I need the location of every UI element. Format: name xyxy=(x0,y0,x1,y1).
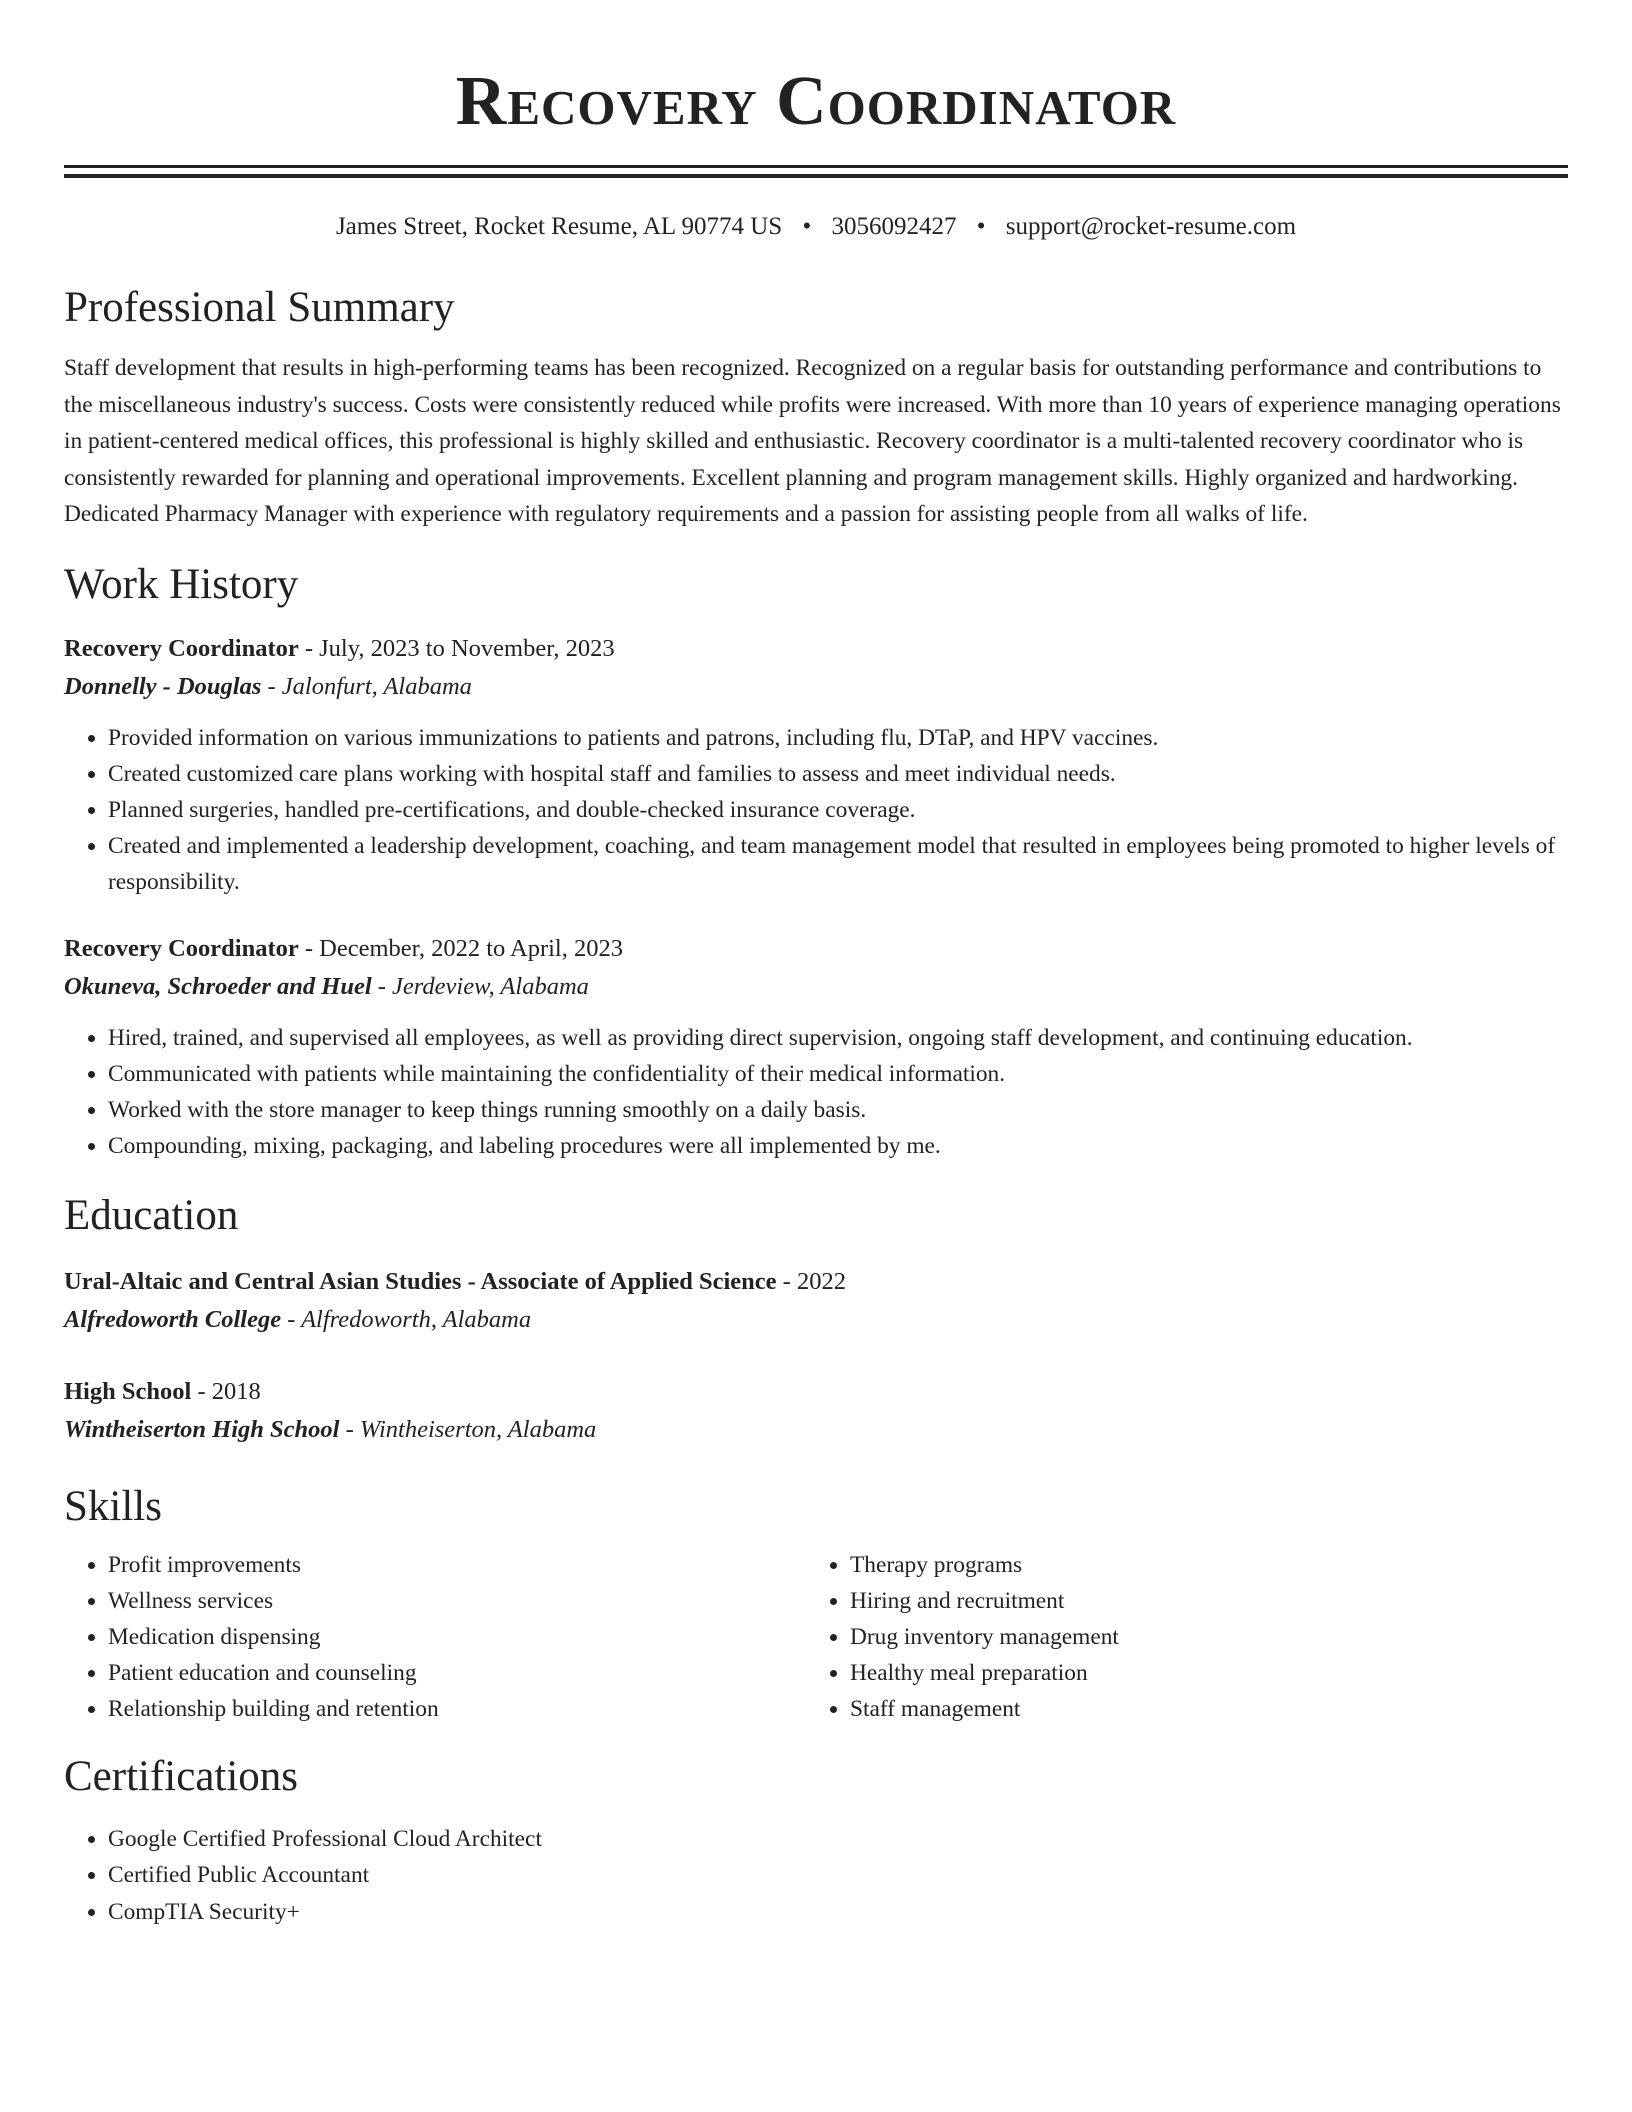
section-heading-skills: Skills xyxy=(64,1482,162,1530)
job-header xyxy=(64,630,1568,668)
education-header xyxy=(64,1263,1568,1301)
title-divider-bottom xyxy=(64,174,1568,178)
contact-separator: • xyxy=(802,213,812,240)
job-company-line xyxy=(64,668,1568,706)
summary-text: Staff development that results in high-performing teams has been recognized. Recognized on a regular basis for outstanding performance and contributions to the miscellaneous industry's success. Costs were consistently reduced while profits were increased. With more than 10 years of experience managing operations in patient-centered medical offices, this professional is highly skilled and enthusiastic. Recovery coordinator is a multi-talented recovery coordinator who is consistently rewarded for planning and operational improvements. Excellent planning and program management skills. Highly organized and hardworking. Dedicated Pharmacy Manager with experience with regulatory requirements and a passion for assisting people from all walks of life. xyxy=(64,355,1561,527)
job-company-line xyxy=(64,968,1568,1006)
skills-list-left xyxy=(64,1547,806,1727)
resume-page xyxy=(64,0,1568,1930)
job-company: Okuneva, Schroeder and Huel xyxy=(64,972,372,1000)
resume-title: Recovery Coordinator xyxy=(455,63,1177,140)
education-entry xyxy=(64,1263,1568,1339)
job-duties-list xyxy=(64,720,1568,900)
skill-item: • Staff management xyxy=(850,1691,1540,1727)
job-duty: • Hired, trained, and supervised all employees, as well as providing direct supervision, ongoing staff development, and continuing education. xyxy=(108,1020,1568,1056)
skill-item: • Patient education and counseling xyxy=(108,1655,806,1691)
job-duty: • Compounding, mixing, packaging, and labeling procedures were all implemented by me. xyxy=(108,1128,1568,1164)
education-location: - Wintheiserton, Alabama xyxy=(339,1415,597,1443)
education-school: Alfredoworth College xyxy=(64,1305,282,1333)
section-heading-education: Education xyxy=(64,1191,239,1239)
contact-phone: 3056092427 xyxy=(831,213,957,240)
education-degree: Ural-Altaic and Central Asian Studies - Associate of Applied Science xyxy=(64,1267,777,1295)
job-location: - Jerdeview, Alabama xyxy=(371,972,589,1000)
job-company: Donnelly - Douglas xyxy=(64,672,262,700)
job-location: - Jalonfurt, Alabama xyxy=(261,672,472,700)
job-entry xyxy=(64,630,1568,900)
contact-email: support@rocket-resume.com xyxy=(1005,213,1297,240)
skill-item: • Profit improvements xyxy=(108,1547,806,1583)
job-duties-list xyxy=(64,1020,1568,1164)
section-heading-work-history: Work History xyxy=(64,560,299,608)
job-dates: - December, 2022 to April, 2023 xyxy=(298,934,623,962)
job-entry xyxy=(64,930,1568,1164)
skill-item: • Relationship building and retention xyxy=(108,1691,806,1727)
job-duty: • Created customized care plans working with hospital staff and families to assess and meet individual needs. xyxy=(108,756,1568,792)
education-entry xyxy=(64,1373,1568,1449)
education-year: - 2018 xyxy=(191,1377,261,1405)
education-header xyxy=(64,1373,1568,1411)
skill-item: • Drug inventory management xyxy=(850,1619,1540,1655)
section-heading-certifications: Certifications xyxy=(64,1752,299,1800)
education-year: - 2022 xyxy=(776,1267,846,1295)
job-dates: - July, 2023 to November, 2023 xyxy=(298,634,615,662)
education-location: - Alfredoworth, Alabama xyxy=(281,1305,532,1333)
certification-item: • Google Certified Professional Cloud Architect xyxy=(108,1821,1568,1858)
certifications-list xyxy=(64,1821,1568,1931)
contact-line xyxy=(64,212,1568,242)
skill-item: • Therapy programs xyxy=(850,1547,1540,1583)
contact-address: James Street, Rocket Resume, AL 90774 US xyxy=(335,213,783,240)
contact-separator: • xyxy=(976,213,986,240)
education-school: Wintheiserton High School xyxy=(64,1415,340,1443)
skill-item: • Healthy meal preparation xyxy=(850,1655,1540,1691)
skill-item: • Wellness services xyxy=(108,1583,806,1619)
skill-item: • Hiring and recruitment xyxy=(850,1583,1540,1619)
job-header xyxy=(64,930,1568,968)
job-duty: • Created and implemented a leadership development, coaching, and team management model that resulted in employees being promoted to higher levels of responsibility. xyxy=(108,828,1568,900)
title-divider-top xyxy=(64,165,1568,168)
certification-item: • Certified Public Accountant xyxy=(108,1857,1568,1894)
education-school-line xyxy=(64,1301,1568,1339)
job-duty: • Communicated with patients while maintaining the confidentiality of their medical information. xyxy=(108,1056,1568,1092)
job-duty: • Worked with the store manager to keep things running smoothly on a daily basis. xyxy=(108,1092,1568,1128)
skill-item: • Medication dispensing xyxy=(108,1619,806,1655)
skills-list-right xyxy=(806,1547,1540,1727)
skills-grid xyxy=(64,1547,1568,1727)
job-duty: • Provided information on various immunizations to patients and patrons, including flu, DTaP, and HPV vaccines. xyxy=(108,720,1568,756)
section-heading-summary: Professional Summary xyxy=(64,284,455,331)
certification-item: • CompTIA Security+ xyxy=(108,1894,1568,1931)
education-school-line xyxy=(64,1411,1568,1449)
job-title: Recovery Coordinator xyxy=(64,934,299,962)
education-degree: High School xyxy=(64,1377,192,1405)
job-duty: • Planned surgeries, handled pre-certifications, and double-checked insurance coverage. xyxy=(108,792,1568,828)
job-title: Recovery Coordinator xyxy=(64,634,299,662)
